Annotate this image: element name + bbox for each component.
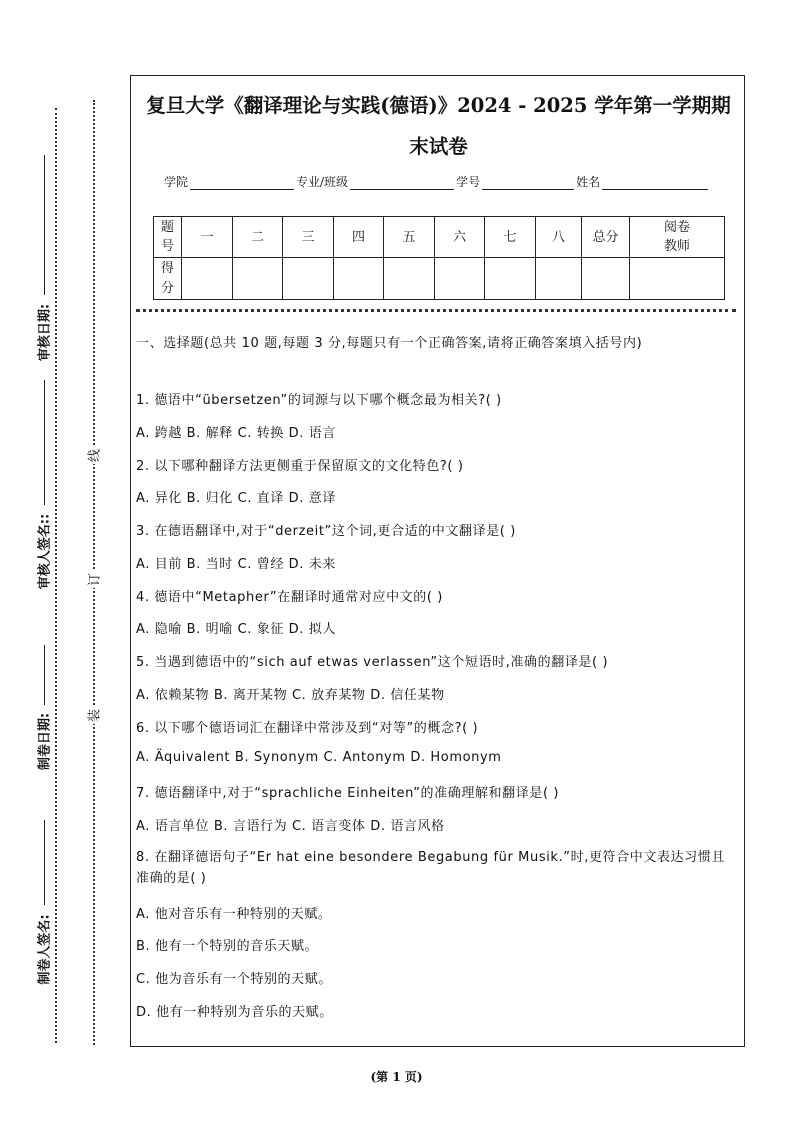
major-field[interactable] xyxy=(350,175,454,190)
exam-title-line2: 末试卷 xyxy=(409,135,468,158)
binding-order-char: 订 xyxy=(87,573,103,587)
question-4-options: A. 隐喻 B. 明喻 C. 象征 D. 拟人 xyxy=(136,622,336,637)
question-5-options: A. 依赖某物 B. 离开某物 C. 放弃某物 D. 信任某物 xyxy=(136,688,445,703)
header-separator xyxy=(136,309,736,312)
question-1-options: A. 跨越 B. 解释 C. 转换 D. 语言 xyxy=(136,426,336,441)
row-label-score: 得分 xyxy=(154,258,182,300)
score-cell[interactable] xyxy=(233,258,283,300)
col-header: 七 xyxy=(485,217,536,258)
question-8: 8. 在翻译德语句子“Er hat eine besondere Begabung für Musik.”时,更符合中文表达习惯且准确的是( ) xyxy=(136,850,725,886)
col-header: 四 xyxy=(334,217,384,258)
question-8-option-c: C. 他为音乐有一个特别的天赋。 xyxy=(136,972,332,987)
student-id-label: 学号 xyxy=(456,175,481,189)
score-cell-grader[interactable] xyxy=(630,258,725,300)
question-8-option-b: B. 他有一个特别的音乐天赋。 xyxy=(136,939,319,954)
binding-bind-char: 装 xyxy=(87,709,103,723)
maker-sign-label: 制卷人签名: xyxy=(37,914,53,985)
col-header: 一 xyxy=(182,217,233,258)
major-label: 专业/班级 xyxy=(296,175,349,189)
page-number: (第 1 页) xyxy=(370,1070,423,1084)
student-id-field[interactable] xyxy=(482,175,574,190)
student-info-row xyxy=(164,173,710,190)
college-label: 学院 xyxy=(164,175,189,189)
score-cell[interactable] xyxy=(283,258,334,300)
col-header: 三 xyxy=(283,217,334,258)
score-cell[interactable] xyxy=(182,258,233,300)
question-3-options: A. 目前 B. 当时 C. 曾经 D. 未来 xyxy=(136,557,336,572)
col-header-total: 总分 xyxy=(582,217,630,258)
score-table-score-row xyxy=(154,258,725,300)
score-table-header-row xyxy=(154,217,725,258)
question-7: 7. 德语翻译中,对于“sprachliche Einheiten”的准确理解和翻译是( ) xyxy=(136,786,560,801)
exam-frame xyxy=(130,75,745,1047)
col-header: 八 xyxy=(536,217,582,258)
question-3: 3. 在德语翻译中,对于“derzeit”这个词,更合适的中文翻译是( ) xyxy=(136,524,516,539)
question-2-options: A. 异化 B. 归化 C. 直译 D. 意译 xyxy=(136,491,336,506)
make-date-label: 制卷日期: xyxy=(37,712,53,771)
review-date-label: 审核日期: xyxy=(37,303,53,362)
score-table xyxy=(153,216,725,300)
question-2: 2. 以下哪种翻译方法更侧重于保留原文的文化特色?( ) xyxy=(136,459,464,474)
score-cell[interactable] xyxy=(384,258,435,300)
section-heading: 一、选择题(总共 10 题,每题 3 分,每题只有一个正确答案,请将正确答案填入括号内) xyxy=(136,336,643,351)
question-5: 5. 当遇到德语中的“sich auf etwas verlassen”这个短语时,准确的翻译是( ) xyxy=(136,655,609,670)
col-header-grader: 阅卷教师 xyxy=(630,217,725,258)
score-cell[interactable] xyxy=(536,258,582,300)
exam-title-line1: 复旦大学《翻译理论与实践(德语)》2024 - 2025 学年第一学期期 xyxy=(146,94,731,117)
col-header: 六 xyxy=(435,217,485,258)
score-cell[interactable] xyxy=(334,258,384,300)
reviewer-sign-label: 审核人签名:: xyxy=(37,513,53,590)
col-header: 五 xyxy=(384,217,435,258)
question-7-options: A. 语言单位 B. 言语行为 C. 语言变体 D. 语言风格 xyxy=(136,819,445,834)
question-8-option-a: A. 他对音乐有一种特别的天赋。 xyxy=(136,907,332,922)
question-6-options: A. Äquivalent B. Synonym C. Antonym D. Homonym xyxy=(136,750,502,765)
score-cell[interactable] xyxy=(485,258,536,300)
name-label: 姓名 xyxy=(576,175,601,189)
row-label-question-no: 题号 xyxy=(154,217,182,258)
score-cell-total[interactable] xyxy=(582,258,630,300)
binding-line-char: 线 xyxy=(87,449,103,463)
question-8-option-d: D. 他有一种特别为音乐的天赋。 xyxy=(136,1005,333,1020)
binding-dotted-line-outer xyxy=(55,108,57,1043)
reviewer-sign-line xyxy=(44,380,45,505)
question-4: 4. 德语中“Metapher”在翻译时通常对应中文的( ) xyxy=(136,590,443,605)
college-field[interactable] xyxy=(190,175,294,190)
name-field[interactable] xyxy=(602,175,708,190)
score-cell[interactable] xyxy=(435,258,485,300)
col-header: 二 xyxy=(233,217,283,258)
question-6: 6. 以下哪个德语词汇在翻译中常涉及到“对等”的概念?( ) xyxy=(136,721,479,736)
question-1: 1. 德语中“übersetzen”的词源与以下哪个概念最为相关?( ) xyxy=(136,393,502,408)
